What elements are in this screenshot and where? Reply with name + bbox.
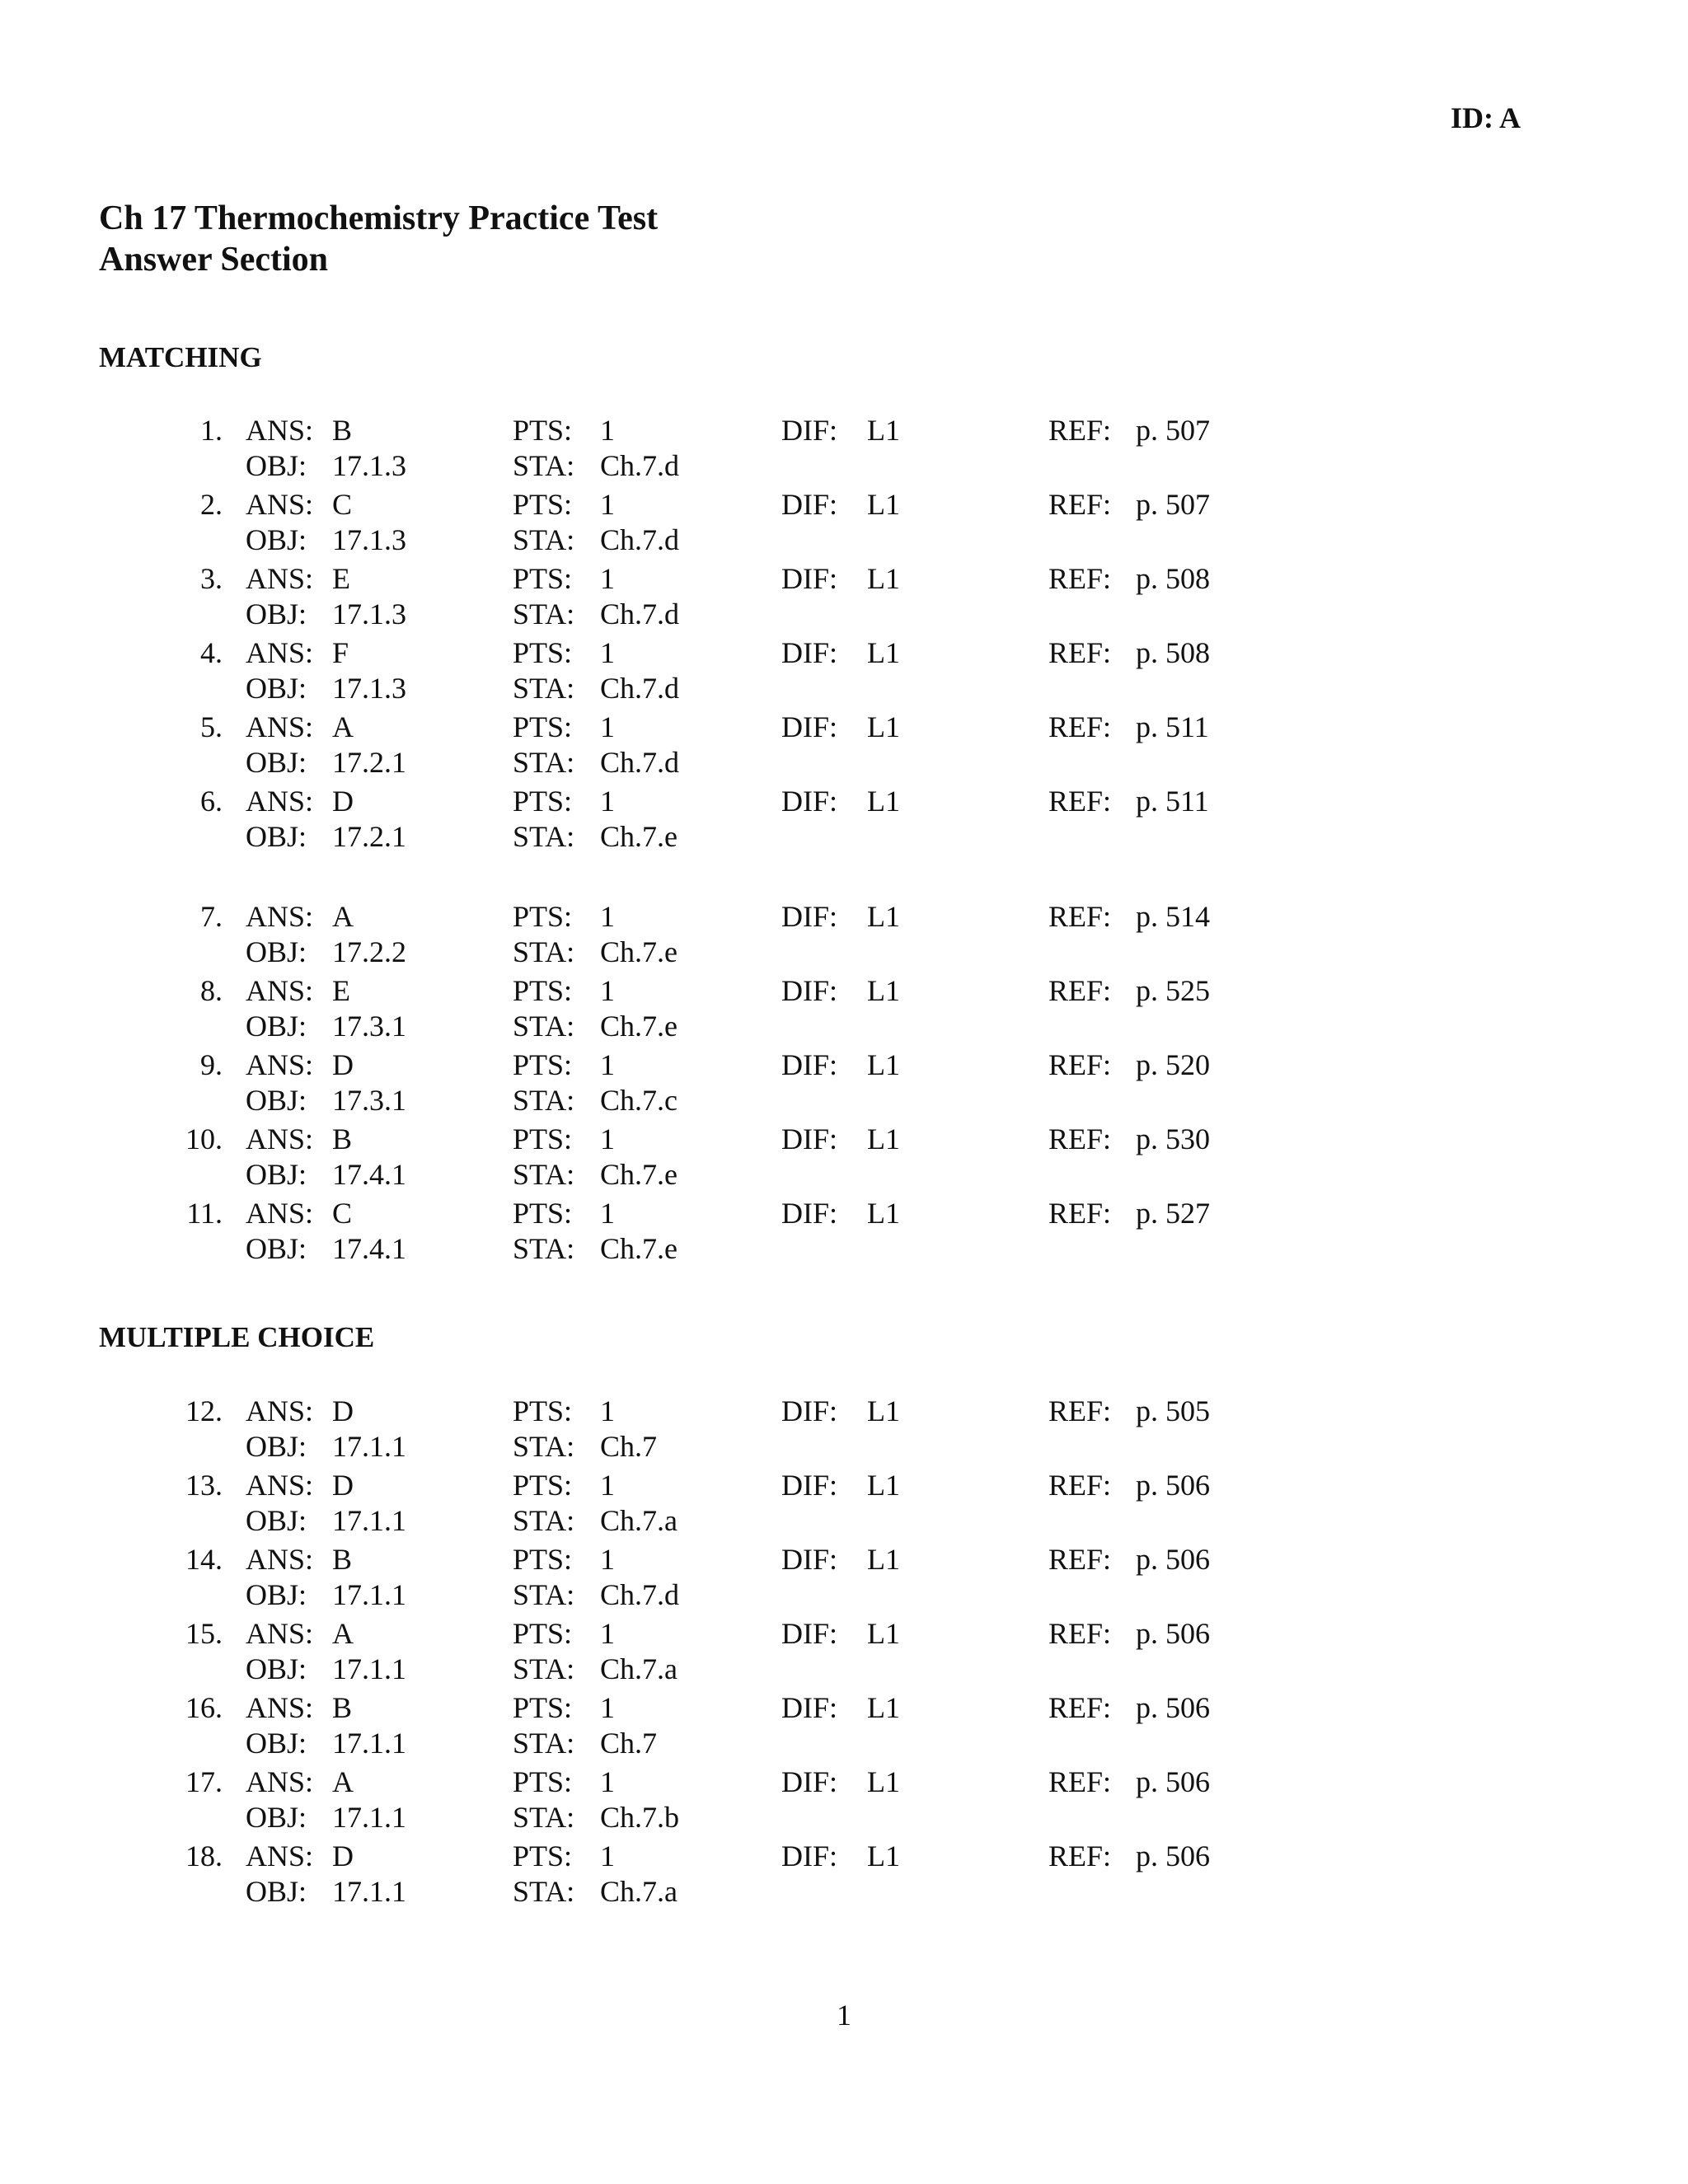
dif-label: DIF: bbox=[781, 1469, 838, 1502]
pts-value: 1 bbox=[600, 785, 615, 818]
question-number: 8. bbox=[200, 974, 223, 1007]
ans-label: ANS: bbox=[246, 785, 314, 818]
dif-label: DIF: bbox=[781, 1122, 838, 1155]
sta-label: STA: bbox=[513, 1010, 575, 1043]
sta-label: STA: bbox=[513, 1875, 575, 1908]
sta-value: Ch.7.a bbox=[600, 1504, 678, 1537]
ans-value: E bbox=[332, 562, 350, 595]
answer-entry-line-2 bbox=[0, 1502, 1688, 1539]
obj-value: 17.1.3 bbox=[332, 672, 406, 705]
pts-label: PTS: bbox=[513, 1840, 573, 1872]
question-number: 13. bbox=[185, 1469, 223, 1502]
ref-label: REF: bbox=[1048, 1394, 1112, 1427]
dif-value: L1 bbox=[867, 414, 900, 447]
ans-value: B bbox=[332, 414, 353, 447]
pts-value: 1 bbox=[600, 974, 615, 1007]
sta-value: Ch.7.d bbox=[600, 598, 680, 630]
ref-label: REF: bbox=[1048, 974, 1112, 1007]
dif-label: DIF: bbox=[781, 900, 838, 933]
ref-label: REF: bbox=[1048, 1840, 1112, 1872]
dif-label: DIF: bbox=[781, 562, 838, 595]
ans-label: ANS: bbox=[246, 1197, 314, 1230]
sta-value: Ch.7.e bbox=[600, 1010, 678, 1043]
ans-value: B bbox=[332, 1122, 353, 1155]
answer-entry-line-2 bbox=[0, 1577, 1688, 1613]
obj-label: OBJ: bbox=[246, 1158, 307, 1191]
answer-entry bbox=[0, 783, 1688, 857]
question-number: 2. bbox=[200, 488, 223, 521]
pts-value: 1 bbox=[600, 488, 615, 521]
ref-label: REF: bbox=[1048, 562, 1112, 595]
pts-label: PTS: bbox=[513, 900, 573, 933]
pts-label: PTS: bbox=[513, 1691, 573, 1724]
ans-value: B bbox=[332, 1543, 353, 1576]
answer-entry bbox=[0, 412, 1688, 486]
ans-value: A bbox=[332, 900, 354, 933]
answer-entry-line-1 bbox=[0, 1467, 1688, 1503]
ans-value: A bbox=[332, 1617, 354, 1650]
sta-value: Ch.7 bbox=[600, 1727, 658, 1760]
pts-value: 1 bbox=[600, 636, 615, 669]
sta-label: STA: bbox=[513, 1727, 575, 1760]
obj-value: 17.1.3 bbox=[332, 598, 406, 630]
answer-entry bbox=[0, 1195, 1688, 1269]
ans-label: ANS: bbox=[246, 1840, 314, 1872]
obj-value: 17.1.1 bbox=[332, 1578, 406, 1611]
pts-value: 1 bbox=[600, 1840, 615, 1872]
ans-label: ANS: bbox=[246, 562, 314, 595]
obj-label: OBJ: bbox=[246, 1010, 307, 1043]
obj-value: 17.3.1 bbox=[332, 1010, 406, 1043]
answer-entry bbox=[0, 709, 1688, 783]
dif-label: DIF: bbox=[781, 1197, 838, 1230]
ref-label: REF: bbox=[1048, 1691, 1112, 1724]
question-number: 3. bbox=[200, 562, 223, 595]
ref-label: REF: bbox=[1048, 1617, 1112, 1650]
ref-label: REF: bbox=[1048, 414, 1112, 447]
dif-label: DIF: bbox=[781, 414, 838, 447]
ref-value: p. 530 bbox=[1136, 1122, 1210, 1155]
answer-entry-line-1 bbox=[0, 1615, 1688, 1652]
pts-label: PTS: bbox=[513, 785, 573, 818]
obj-value: 17.1.1 bbox=[332, 1430, 406, 1463]
obj-value: 17.1.3 bbox=[332, 523, 406, 556]
ref-value: p. 511 bbox=[1136, 785, 1209, 818]
answer-entry bbox=[0, 1541, 1688, 1615]
dif-label: DIF: bbox=[781, 488, 838, 521]
sta-value: Ch.7.a bbox=[600, 1652, 678, 1685]
sta-value: Ch.7.d bbox=[600, 746, 680, 779]
pts-value: 1 bbox=[600, 710, 615, 743]
ref-value: p. 527 bbox=[1136, 1197, 1210, 1230]
ans-label: ANS: bbox=[246, 710, 314, 743]
ref-value: p. 507 bbox=[1136, 414, 1210, 447]
dif-label: DIF: bbox=[781, 1765, 838, 1798]
pts-label: PTS: bbox=[513, 488, 573, 521]
pts-label: PTS: bbox=[513, 974, 573, 1007]
answer-entry bbox=[0, 972, 1688, 1047]
pts-value: 1 bbox=[600, 1617, 615, 1650]
dif-value: L1 bbox=[867, 1765, 900, 1798]
obj-label: OBJ: bbox=[246, 820, 307, 853]
answer-list bbox=[0, 898, 1688, 1269]
dif-value: L1 bbox=[867, 488, 900, 521]
answer-entry-line-2 bbox=[0, 1873, 1688, 1910]
dif-label: DIF: bbox=[781, 1048, 838, 1081]
dif-label: DIF: bbox=[781, 710, 838, 743]
ans-value: A bbox=[332, 710, 354, 743]
dif-value: L1 bbox=[867, 900, 900, 933]
obj-label: OBJ: bbox=[246, 1875, 307, 1908]
sta-label: STA: bbox=[513, 523, 575, 556]
answer-entry bbox=[0, 1690, 1688, 1764]
answer-entry-line-2 bbox=[0, 1008, 1688, 1044]
question-number: 14. bbox=[185, 1543, 223, 1576]
answer-entry-line-1 bbox=[0, 1764, 1688, 1800]
answer-entry-line-2 bbox=[0, 1082, 1688, 1118]
pts-value: 1 bbox=[600, 900, 615, 933]
ref-label: REF: bbox=[1048, 636, 1112, 669]
dif-value: L1 bbox=[867, 1394, 900, 1427]
ans-label: ANS: bbox=[246, 1469, 314, 1502]
question-number: 12. bbox=[185, 1394, 223, 1427]
ref-value: p. 506 bbox=[1136, 1691, 1210, 1724]
answer-entry-line-1 bbox=[0, 1195, 1688, 1231]
obj-label: OBJ: bbox=[246, 523, 307, 556]
obj-value: 17.4.1 bbox=[332, 1232, 406, 1265]
obj-label: OBJ: bbox=[246, 1578, 307, 1611]
dif-label: DIF: bbox=[781, 1543, 838, 1576]
answer-entry-line-2 bbox=[0, 1428, 1688, 1465]
obj-label: OBJ: bbox=[246, 1232, 307, 1265]
ans-label: ANS: bbox=[246, 974, 314, 1007]
ref-value: p. 506 bbox=[1136, 1840, 1210, 1872]
obj-label: OBJ: bbox=[246, 1504, 307, 1537]
ans-label: ANS: bbox=[246, 1543, 314, 1576]
answer-entry-line-1 bbox=[0, 972, 1688, 1009]
dif-value: L1 bbox=[867, 1617, 900, 1650]
dif-value: L1 bbox=[867, 1840, 900, 1872]
ref-label: REF: bbox=[1048, 900, 1112, 933]
dif-label: DIF: bbox=[781, 1691, 838, 1724]
pts-label: PTS: bbox=[513, 1617, 573, 1650]
answer-entry-line-2 bbox=[0, 1230, 1688, 1267]
obj-label: OBJ: bbox=[246, 449, 307, 482]
sta-label: STA: bbox=[513, 672, 575, 705]
answer-entry-line-2 bbox=[0, 596, 1688, 632]
section-heading-multiple-choice: MULTIPLE CHOICE bbox=[99, 1321, 375, 1353]
sta-value: Ch.7.b bbox=[600, 1801, 680, 1834]
pts-label: PTS: bbox=[513, 710, 573, 743]
dif-value: L1 bbox=[867, 636, 900, 669]
ref-label: REF: bbox=[1048, 1543, 1112, 1576]
pts-value: 1 bbox=[600, 1394, 615, 1427]
answer-entry-line-1 bbox=[0, 709, 1688, 745]
answer-entry-line-1 bbox=[0, 1690, 1688, 1726]
dif-value: L1 bbox=[867, 974, 900, 1007]
dif-value: L1 bbox=[867, 1543, 900, 1576]
dif-label: DIF: bbox=[781, 974, 838, 1007]
ans-value: F bbox=[332, 636, 349, 669]
answer-entry-line-1 bbox=[0, 898, 1688, 935]
answer-entry-line-1 bbox=[0, 635, 1688, 671]
answer-entry-line-2 bbox=[0, 818, 1688, 855]
pts-value: 1 bbox=[600, 1469, 615, 1502]
question-number: 7. bbox=[200, 900, 223, 933]
title-line-2: Answer Section bbox=[99, 241, 329, 279]
answer-entry bbox=[0, 1047, 1688, 1121]
pts-value: 1 bbox=[600, 1048, 615, 1081]
obj-label: OBJ: bbox=[246, 1430, 307, 1463]
ans-label: ANS: bbox=[246, 636, 314, 669]
ans-value: D bbox=[332, 1840, 354, 1872]
question-number: 16. bbox=[185, 1691, 223, 1724]
pts-label: PTS: bbox=[513, 1765, 573, 1798]
pts-value: 1 bbox=[600, 1197, 615, 1230]
ans-value: D bbox=[332, 1048, 354, 1081]
sta-value: Ch.7.e bbox=[600, 1158, 678, 1191]
ans-label: ANS: bbox=[246, 1765, 314, 1798]
pts-value: 1 bbox=[600, 1765, 615, 1798]
answer-entry bbox=[0, 560, 1688, 635]
obj-label: OBJ: bbox=[246, 935, 307, 968]
dif-label: DIF: bbox=[781, 636, 838, 669]
obj-value: 17.2.1 bbox=[332, 820, 406, 853]
obj-label: OBJ: bbox=[246, 1801, 307, 1834]
obj-value: 17.2.1 bbox=[332, 746, 406, 779]
obj-value: 17.1.1 bbox=[332, 1875, 406, 1908]
question-number: 6. bbox=[200, 785, 223, 818]
ans-label: ANS: bbox=[246, 1617, 314, 1650]
ans-value: C bbox=[332, 488, 353, 521]
ref-value: p. 506 bbox=[1136, 1617, 1210, 1650]
ans-label: ANS: bbox=[246, 1122, 314, 1155]
answer-entry bbox=[0, 486, 1688, 560]
answer-entry-line-2 bbox=[0, 522, 1688, 558]
pts-value: 1 bbox=[600, 414, 615, 447]
question-number: 15. bbox=[185, 1617, 223, 1650]
ans-label: ANS: bbox=[246, 900, 314, 933]
pts-label: PTS: bbox=[513, 1469, 573, 1502]
obj-value: 17.4.1 bbox=[332, 1158, 406, 1191]
ans-value: B bbox=[332, 1691, 353, 1724]
question-number: 5. bbox=[200, 710, 223, 743]
answer-entry-line-1 bbox=[0, 560, 1688, 597]
question-number: 11. bbox=[186, 1197, 223, 1230]
ans-label: ANS: bbox=[246, 414, 314, 447]
obj-value: 17.1.1 bbox=[332, 1727, 406, 1760]
obj-label: OBJ: bbox=[246, 672, 307, 705]
sta-label: STA: bbox=[513, 1652, 575, 1685]
answer-entry-line-2 bbox=[0, 934, 1688, 970]
sta-label: STA: bbox=[513, 746, 575, 779]
ans-value: C bbox=[332, 1197, 353, 1230]
ans-value: E bbox=[332, 974, 350, 1007]
sta-value: Ch.7.d bbox=[600, 672, 680, 705]
pts-value: 1 bbox=[600, 1543, 615, 1576]
answer-entry-line-1 bbox=[0, 1541, 1688, 1577]
ans-value: A bbox=[332, 1765, 354, 1798]
title-line-1: Ch 17 Thermochemistry Practice Test bbox=[99, 199, 659, 237]
section-heading-matching: MATCHING bbox=[99, 341, 262, 373]
question-number: 9. bbox=[200, 1048, 223, 1081]
sta-label: STA: bbox=[513, 1158, 575, 1191]
obj-value: 17.2.2 bbox=[332, 935, 406, 968]
obj-value: 17.1.1 bbox=[332, 1652, 406, 1685]
obj-label: OBJ: bbox=[246, 746, 307, 779]
ref-label: REF: bbox=[1048, 488, 1112, 521]
answer-entry-line-2 bbox=[0, 1651, 1688, 1687]
answer-entry-line-2 bbox=[0, 1156, 1688, 1193]
pts-value: 1 bbox=[600, 1691, 615, 1724]
obj-label: OBJ: bbox=[246, 1727, 307, 1760]
sta-value: Ch.7.d bbox=[600, 523, 680, 556]
id-label: ID: A bbox=[1451, 101, 1522, 134]
ans-value: D bbox=[332, 1469, 354, 1502]
ans-label: ANS: bbox=[246, 1394, 314, 1427]
question-number: 10. bbox=[185, 1122, 223, 1155]
answer-entry-line-1 bbox=[0, 486, 1688, 523]
pts-label: PTS: bbox=[513, 1122, 573, 1155]
dif-value: L1 bbox=[867, 1122, 900, 1155]
ref-value: p. 525 bbox=[1136, 974, 1210, 1007]
question-number: 18. bbox=[185, 1840, 223, 1872]
sta-label: STA: bbox=[513, 1232, 575, 1265]
ref-value: p. 511 bbox=[1136, 710, 1209, 743]
answer-entry-line-1 bbox=[0, 1838, 1688, 1874]
ref-label: REF: bbox=[1048, 1197, 1112, 1230]
ref-value: p. 506 bbox=[1136, 1765, 1210, 1798]
answer-entry bbox=[0, 898, 1688, 972]
ref-label: REF: bbox=[1048, 1048, 1112, 1081]
answer-list bbox=[0, 1393, 1688, 1912]
ans-label: ANS: bbox=[246, 488, 314, 521]
ans-value: D bbox=[332, 1394, 354, 1427]
answer-entry-line-1 bbox=[0, 412, 1688, 448]
pts-label: PTS: bbox=[513, 562, 573, 595]
sta-value: Ch.7.e bbox=[600, 820, 678, 853]
obj-value: 17.1.3 bbox=[332, 449, 406, 482]
obj-value: 17.1.1 bbox=[332, 1801, 406, 1834]
pts-value: 1 bbox=[600, 562, 615, 595]
dif-label: DIF: bbox=[781, 785, 838, 818]
dif-value: L1 bbox=[867, 1691, 900, 1724]
answer-entry-line-1 bbox=[0, 783, 1688, 819]
sta-value: Ch.7 bbox=[600, 1430, 658, 1463]
document-title bbox=[99, 198, 658, 280]
sta-label: STA: bbox=[513, 598, 575, 630]
answer-entry bbox=[0, 1467, 1688, 1541]
question-number: 1. bbox=[200, 414, 223, 447]
answer-entry bbox=[0, 635, 1688, 709]
dif-label: DIF: bbox=[781, 1394, 838, 1427]
pts-value: 1 bbox=[600, 1122, 615, 1155]
answer-entry-line-2 bbox=[0, 744, 1688, 780]
pts-label: PTS: bbox=[513, 1394, 573, 1427]
pts-label: PTS: bbox=[513, 1048, 573, 1081]
dif-value: L1 bbox=[867, 1197, 900, 1230]
sta-label: STA: bbox=[513, 820, 575, 853]
ref-value: p. 505 bbox=[1136, 1394, 1210, 1427]
answer-entry-line-2 bbox=[0, 670, 1688, 706]
sta-value: Ch.7.e bbox=[600, 1232, 678, 1265]
answer-entry bbox=[0, 1615, 1688, 1690]
answer-entry bbox=[0, 1764, 1688, 1838]
answer-entry-line-1 bbox=[0, 1393, 1688, 1429]
question-number: 17. bbox=[185, 1765, 223, 1798]
answer-entry-line-2 bbox=[0, 448, 1688, 484]
ref-value: p. 507 bbox=[1136, 488, 1210, 521]
sta-label: STA: bbox=[513, 1084, 575, 1117]
sta-label: STA: bbox=[513, 1578, 575, 1611]
ref-value: p. 514 bbox=[1136, 900, 1210, 933]
sta-value: Ch.7.d bbox=[600, 449, 680, 482]
dif-label: DIF: bbox=[781, 1617, 838, 1650]
ref-label: REF: bbox=[1048, 1469, 1112, 1502]
ref-value: p. 506 bbox=[1136, 1469, 1210, 1502]
obj-label: OBJ: bbox=[246, 598, 307, 630]
dif-value: L1 bbox=[867, 710, 900, 743]
ref-value: p. 508 bbox=[1136, 636, 1210, 669]
obj-value: 17.1.1 bbox=[332, 1504, 406, 1537]
answer-entry bbox=[0, 1393, 1688, 1467]
sta-label: STA: bbox=[513, 935, 575, 968]
ref-value: p. 506 bbox=[1136, 1543, 1210, 1576]
dif-value: L1 bbox=[867, 1469, 900, 1502]
sta-value: Ch.7.d bbox=[600, 1578, 680, 1611]
sta-value: Ch.7.c bbox=[600, 1084, 678, 1117]
pts-label: PTS: bbox=[513, 636, 573, 669]
ans-label: ANS: bbox=[246, 1691, 314, 1724]
sta-label: STA: bbox=[513, 1801, 575, 1834]
ref-label: REF: bbox=[1048, 710, 1112, 743]
obj-label: OBJ: bbox=[246, 1084, 307, 1117]
page-number: 1 bbox=[837, 1999, 851, 2032]
dif-value: L1 bbox=[867, 785, 900, 818]
pts-label: PTS: bbox=[513, 1197, 573, 1230]
answer-list bbox=[0, 412, 1688, 857]
pts-label: PTS: bbox=[513, 414, 573, 447]
sta-label: STA: bbox=[513, 1504, 575, 1537]
ref-value: p. 520 bbox=[1136, 1048, 1210, 1081]
ans-label: ANS: bbox=[246, 1048, 314, 1081]
sta-value: Ch.7.e bbox=[600, 935, 678, 968]
ans-value: D bbox=[332, 785, 354, 818]
sta-label: STA: bbox=[513, 1430, 575, 1463]
ref-value: p. 508 bbox=[1136, 562, 1210, 595]
answer-entry bbox=[0, 1121, 1688, 1195]
answer-entry bbox=[0, 1838, 1688, 1912]
ref-label: REF: bbox=[1048, 785, 1112, 818]
dif-value: L1 bbox=[867, 562, 900, 595]
dif-value: L1 bbox=[867, 1048, 900, 1081]
sta-value: Ch.7.a bbox=[600, 1875, 678, 1908]
dif-label: DIF: bbox=[781, 1840, 838, 1872]
ref-label: REF: bbox=[1048, 1765, 1112, 1798]
answer-entry-line-1 bbox=[0, 1121, 1688, 1157]
answer-entry-line-2 bbox=[0, 1725, 1688, 1761]
obj-label: OBJ: bbox=[246, 1652, 307, 1685]
pts-label: PTS: bbox=[513, 1543, 573, 1576]
answer-entry-line-1 bbox=[0, 1047, 1688, 1083]
ref-label: REF: bbox=[1048, 1122, 1112, 1155]
sta-label: STA: bbox=[513, 449, 575, 482]
obj-value: 17.3.1 bbox=[332, 1084, 406, 1117]
answer-entry-line-2 bbox=[0, 1799, 1688, 1835]
question-number: 4. bbox=[200, 636, 223, 669]
